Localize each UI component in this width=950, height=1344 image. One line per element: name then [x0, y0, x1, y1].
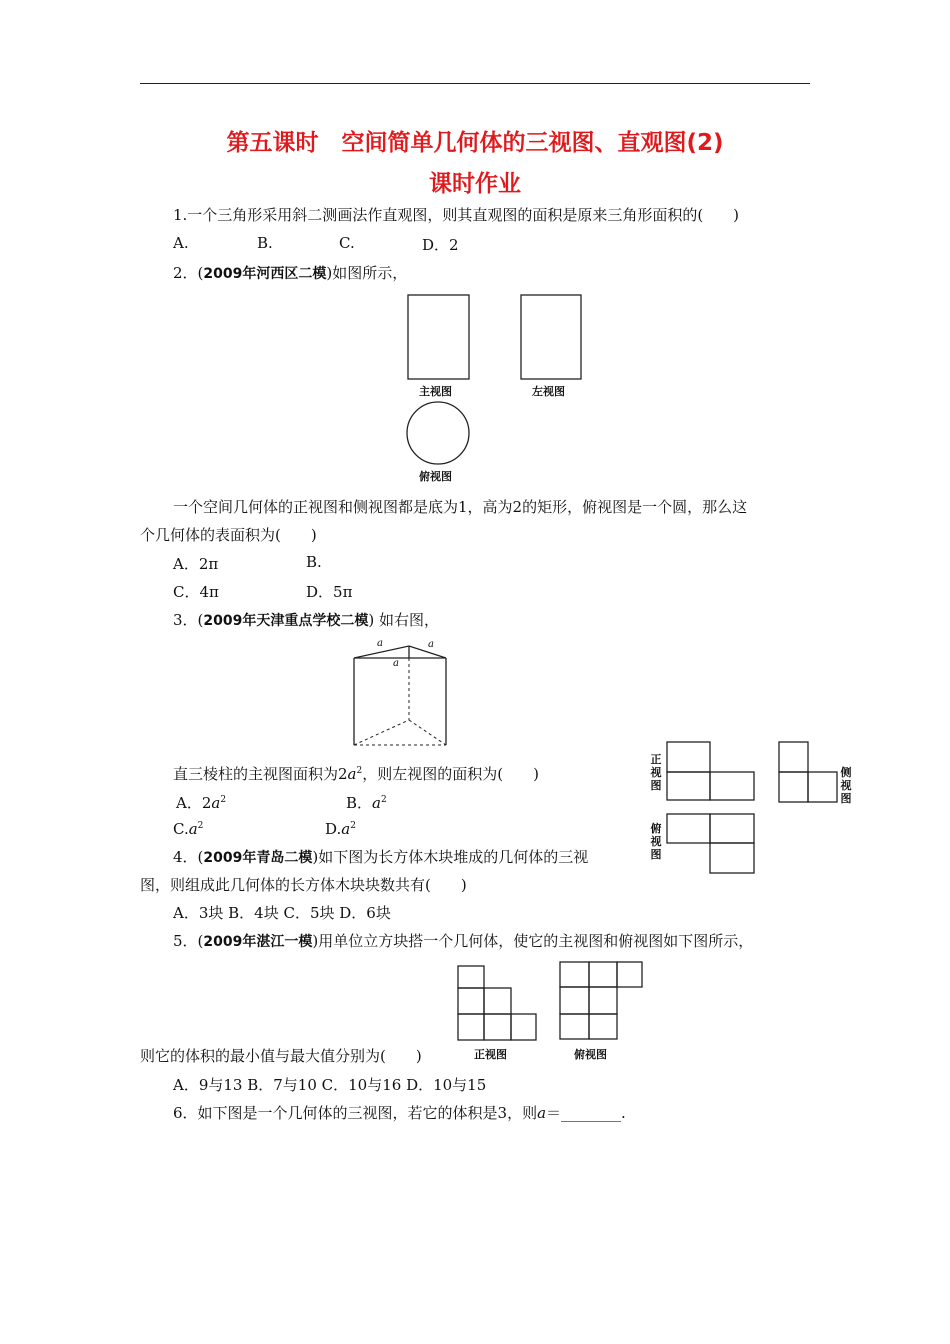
q2-option-d: D．5π: [306, 583, 353, 601]
q4-stem-line2: 图，则组成此几何体的长方体木块块数共有( ): [140, 876, 467, 894]
q2-option-c: C．4π: [173, 583, 219, 601]
q5-stem: 5．(2009年湛江一模)用单位立方块搭一个几何体，使它的主视图和俯视图如下图所示，: [173, 932, 754, 950]
q4-label-side: 侧视图: [840, 766, 852, 805]
q4-label-top: 俯视图: [650, 822, 662, 861]
q2-text-line2: 个几何体的表面积为( ): [140, 526, 317, 544]
q3-label-a-mid: a: [393, 658, 399, 669]
page-subtitle: 课时作业: [429, 171, 521, 197]
q3-text: 直三棱柱的主视图面积为$2a^2$，则左视图的面积为( ): [173, 765, 539, 783]
q5-stem-line2: 则它的体积的最小值与最大值分别为( ): [140, 1047, 422, 1065]
q1-option-b: B.: [257, 234, 273, 252]
q4-label-front: 正视图: [650, 753, 662, 792]
q3-option-a: A．$2a^2$: [176, 794, 227, 812]
q3-option-c: $C.a^2$: [173, 820, 204, 838]
q1-option-c: C.: [339, 234, 355, 252]
q1-stem: 1.一个三角形采用斜二测画法作直观图，则其直观图的面积是原来三角形面积的( ): [173, 206, 740, 224]
q4-source: 2009年青岛二模: [203, 850, 313, 866]
q2-label-front: 主视图: [419, 385, 452, 398]
q2-option-b: B.: [306, 553, 322, 571]
q2-label-top: 俯视图: [419, 470, 452, 483]
q5-options: A．9与13 B．7与10 C．10与16 D．10与15: [173, 1076, 487, 1094]
q2-stem: 2．(2009年河西区二模)如图所示，: [173, 264, 408, 282]
q3-stem: 3．(2009年天津重点学校二模) 如右图，: [173, 611, 439, 629]
q3-option-b: B．$a^2$: [346, 794, 387, 812]
q6-stem: 6．如下图是一个几何体的三视图，若它的体积是3，则a＝________.: [173, 1104, 626, 1122]
q2-label-side: 左视图: [532, 385, 565, 398]
page-title: 第五课时 空间简单几何体的三视图、直观图(2): [226, 130, 724, 156]
q3-option-d: $D.a^2$: [325, 820, 356, 838]
q2-source: 2009年河西区二模: [203, 266, 327, 282]
q2-text-line1: 一个空间几何体的正视图和侧视图都是底为1，高为2的矩形，俯视图是一个圆，那么这: [173, 498, 748, 516]
q4-stem: 4．(2009年青岛二模)如下图为长方体木块堆成的几何体的三视: [173, 848, 589, 866]
q3-label-a-left: a: [377, 638, 383, 649]
q5-source: 2009年湛江一模: [203, 934, 313, 950]
q5-label-top: 俯视图: [574, 1048, 607, 1061]
q1-option-d: D．2: [422, 236, 459, 254]
q3-label-a-right: a: [428, 639, 434, 650]
q3-source: 2009年天津重点学校二模: [203, 613, 369, 629]
q4-options: A．3块 B．4块 C．5块 D．6块: [173, 904, 391, 922]
q2-option-a: A．2π: [173, 555, 219, 573]
q5-label-front: 正视图: [474, 1048, 507, 1061]
q1-option-a: A.: [173, 234, 189, 252]
